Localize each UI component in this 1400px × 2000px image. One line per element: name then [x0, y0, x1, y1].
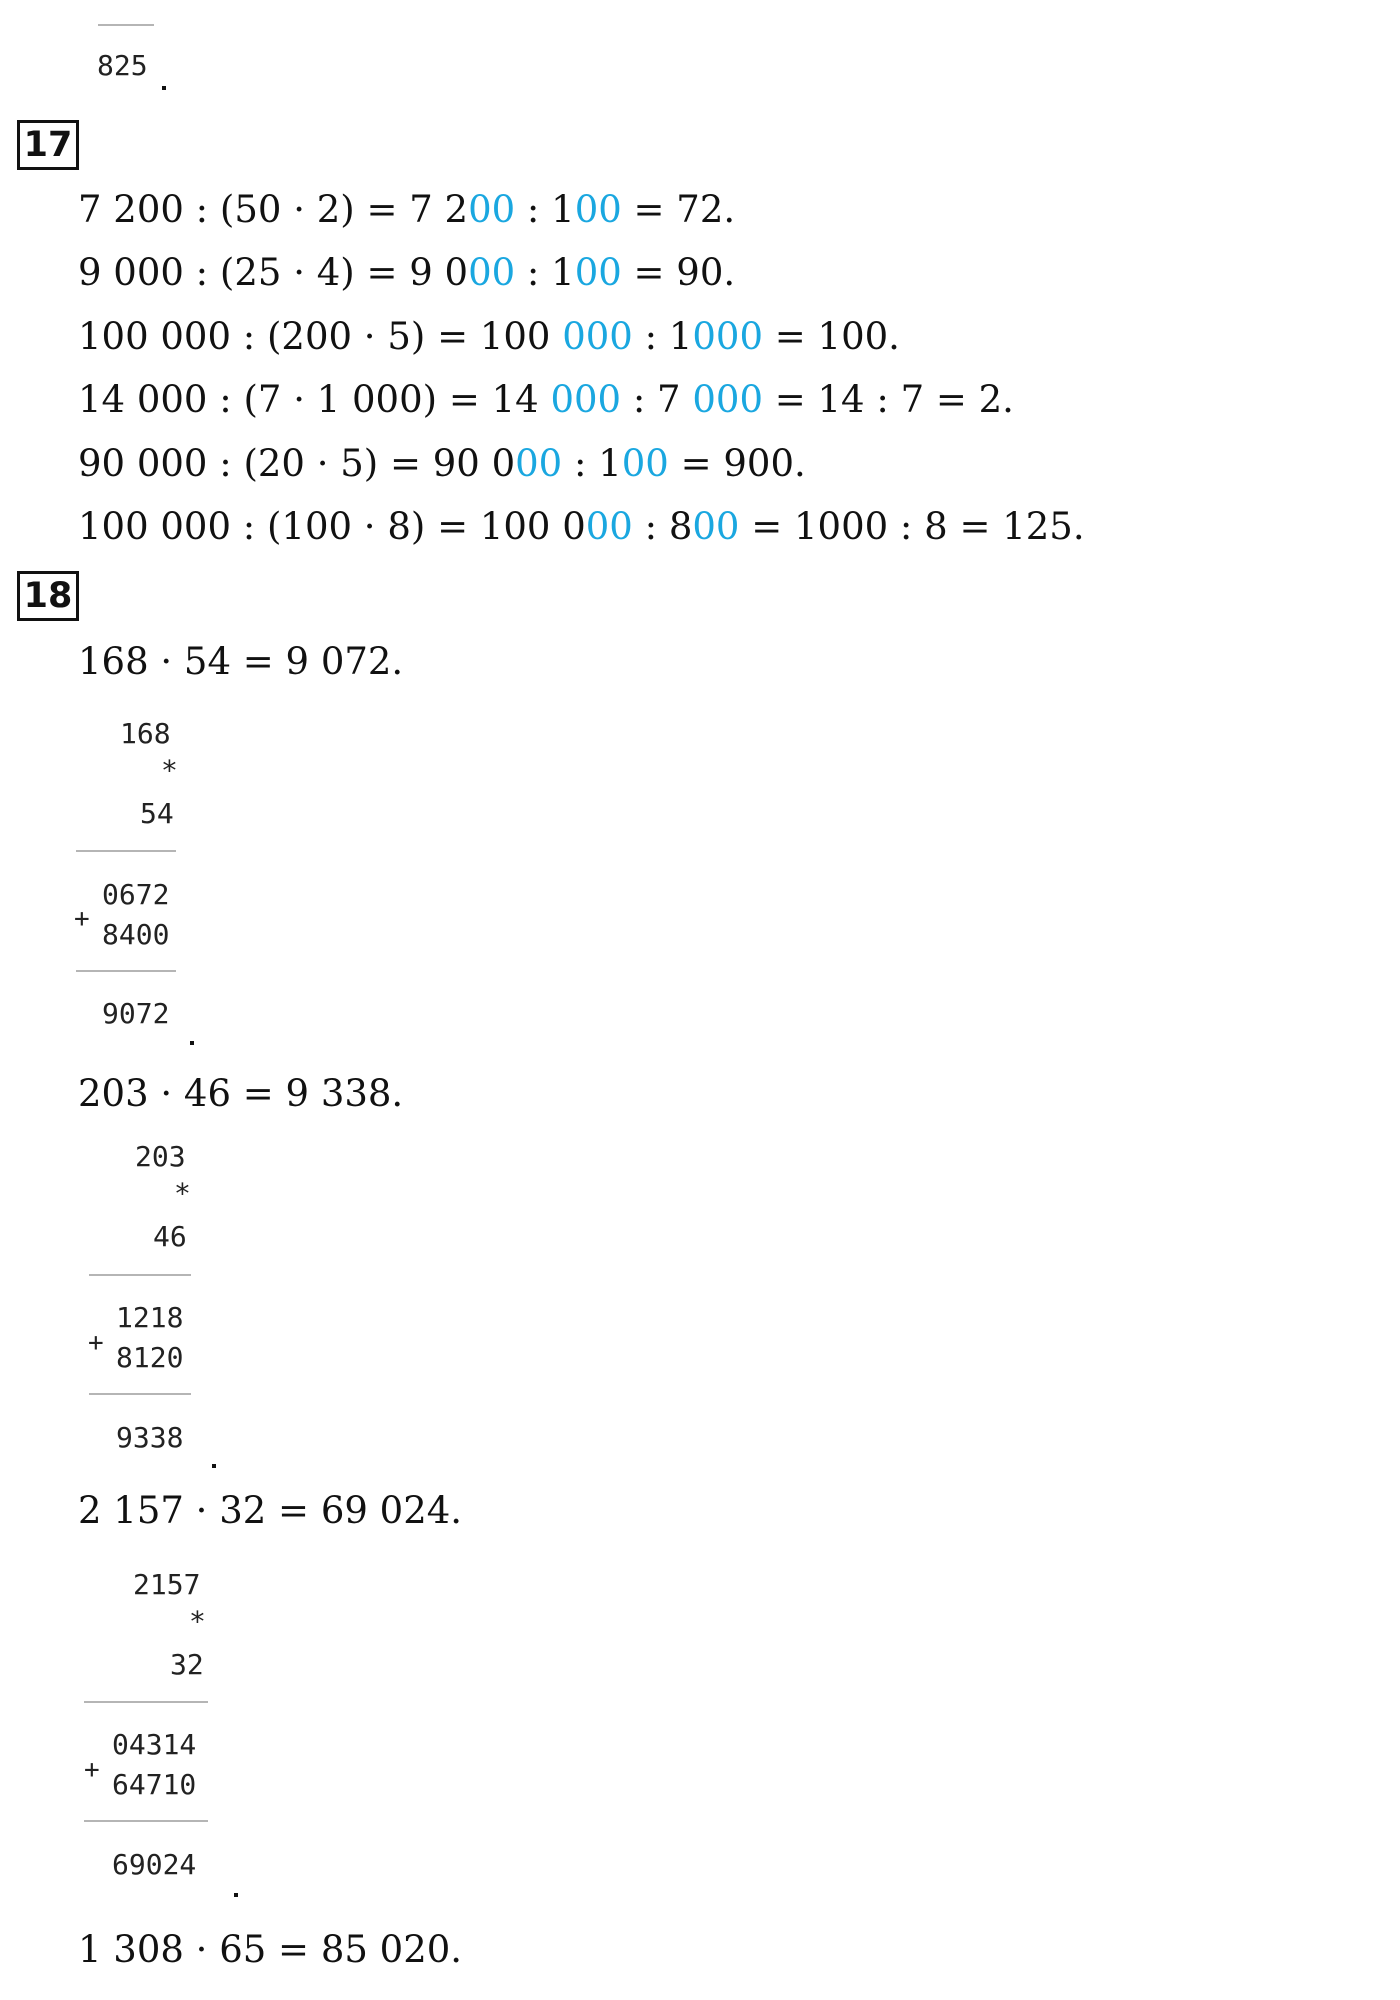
plus-sign: + — [74, 904, 90, 934]
highlighted-zeros: 000 — [550, 378, 622, 421]
equation-text: : 7 — [621, 378, 693, 421]
equation-line: 168 · 54 = 9 072. — [78, 640, 404, 683]
column-rule — [84, 1701, 208, 1703]
equation-line — [78, 442, 806, 485]
highlighted-zeros: 00 — [515, 442, 563, 485]
highlighted-zeros: 000 — [692, 378, 763, 421]
period-dot — [212, 1464, 216, 1468]
equation-text: = 900. — [668, 442, 806, 485]
column-result: 9338 — [116, 1421, 184, 1454]
column-rule — [89, 1274, 191, 1276]
highlighted-zeros: 000 — [692, 315, 763, 358]
equation-line — [78, 188, 736, 231]
partial-product: 04314 — [112, 1728, 197, 1761]
equation-line: 2 157 · 32 = 69 024. — [78, 1489, 463, 1532]
equation-text: 100 000 : (200 · 5) = 100 — [78, 315, 563, 358]
equation-text: = 100. — [763, 315, 900, 358]
equation-text: = 90. — [621, 251, 736, 294]
highlighted-zeros: 00 — [574, 251, 622, 294]
partial-product: 8120 — [116, 1341, 184, 1374]
period-dot — [234, 1893, 238, 1897]
operator: * — [189, 1605, 206, 1638]
operator: * — [174, 1177, 191, 1210]
highlighted-zeros: 00 — [692, 505, 740, 548]
plus-sign: + — [88, 1328, 104, 1358]
partial-product: 1218 — [116, 1301, 184, 1334]
task-17-number: 17 — [17, 120, 79, 170]
equation-text: 9 000 : (25 · 4) = 9 0 — [78, 251, 469, 294]
equation-text: : 1 — [515, 251, 575, 294]
multiplicand: 203 — [135, 1140, 186, 1173]
equation-line — [78, 378, 1014, 421]
plus-sign: + — [84, 1755, 100, 1785]
highlighted-zeros: 00 — [621, 442, 669, 485]
highlighted-zeros: 00 — [574, 188, 622, 231]
equation-text: 90 000 : (20 · 5) = 90 0 — [78, 442, 516, 485]
operator: * — [161, 754, 178, 787]
multiplicand: 168 — [120, 717, 171, 750]
equation-line — [78, 315, 900, 358]
highlighted-zeros: 000 — [562, 315, 633, 358]
column-result: 825 — [97, 49, 148, 82]
multiplicand: 2157 — [133, 1568, 201, 1601]
equation-text: = 1000 : 8 = 125. — [739, 505, 1085, 548]
period-dot — [190, 1041, 194, 1045]
multiplier: 32 — [170, 1648, 204, 1681]
partial-product: 64710 — [112, 1768, 197, 1801]
column-result: 69024 — [112, 1848, 197, 1881]
multiplier: 54 — [140, 797, 174, 830]
partial-product: 0672 — [102, 878, 170, 911]
equation-text: 7 200 : (50 · 2) = 7 2 — [78, 188, 469, 231]
highlighted-zeros: 00 — [585, 505, 633, 548]
equation-text: 14 000 : (7 · 1 000) = 14 — [78, 378, 551, 421]
column-rule — [76, 970, 176, 972]
equation-line: 203 · 46 = 9 338. — [78, 1072, 404, 1115]
equation-text: : 1 — [515, 188, 575, 231]
partial-product: 8400 — [102, 918, 170, 951]
column-rule — [84, 1820, 208, 1822]
equation-text: = 72. — [621, 188, 736, 231]
equation-text: 100 000 : (100 · 8) = 100 0 — [78, 505, 586, 548]
column-rule — [76, 850, 176, 852]
equation-line — [78, 251, 736, 294]
period-dot — [162, 86, 166, 90]
equation-text: : 1 — [562, 442, 622, 485]
equation-line — [78, 505, 1085, 548]
column-rule — [89, 1393, 191, 1395]
multiplier: 46 — [153, 1220, 187, 1253]
column-rule — [98, 24, 154, 26]
equation-text: : 1 — [632, 315, 693, 358]
column-result: 9072 — [102, 997, 170, 1030]
equation-text: = 14 : 7 = 2. — [762, 378, 1014, 421]
equation-line: 1 308 · 65 = 85 020. — [78, 1928, 463, 1971]
equation-text: : 8 — [632, 505, 693, 548]
highlighted-zeros: 00 — [468, 188, 516, 231]
task-18-number: 18 — [17, 571, 79, 621]
highlighted-zeros: 00 — [468, 251, 516, 294]
